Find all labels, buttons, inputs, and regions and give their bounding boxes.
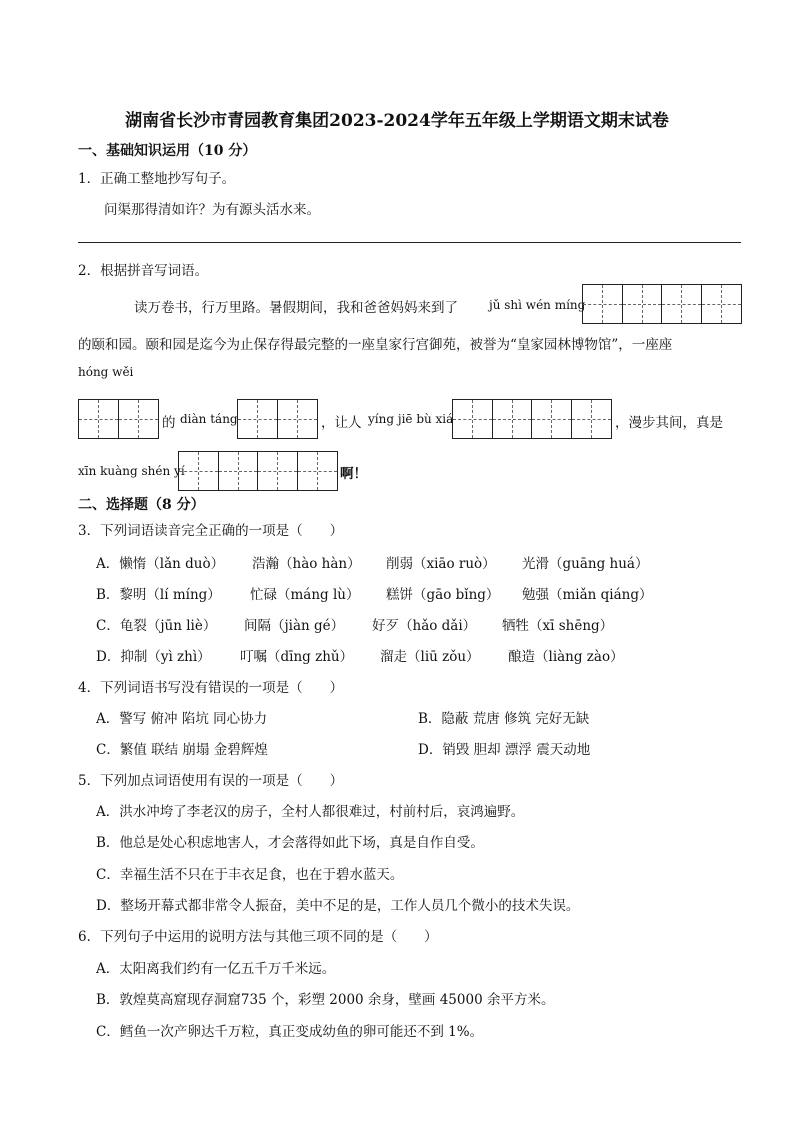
q6-option-b: B．敦煌莫高窟现存洞窟735 个，彩塑 2000 余身，壁画 45000 余平方米。 bbox=[96, 992, 555, 1008]
q2-line2-text: 的颐和园。颐和园是迄今为止保存得最完整的一座皇家行宫御苑，被誉为“皇家园林博物馆”，一座座 bbox=[78, 337, 673, 353]
pinyin-2: hóng wěi bbox=[78, 365, 134, 379]
question-1-label: 1．正确工整地抄写句子。 bbox=[78, 171, 236, 187]
q3-option-d-3: 溜走（liū zǒu） bbox=[380, 649, 480, 665]
q6-option-a: A．太阳离我们约有一亿五千万千米远。 bbox=[96, 961, 336, 977]
q2-line3-text: ，让人 bbox=[321, 415, 362, 431]
pinyin-2-answer-grid[interactable] bbox=[78, 399, 159, 439]
q5-option-b: B．他总是处心积虑地害人，才会落得如此下场，真是自作自受。 bbox=[96, 835, 484, 851]
q5-option-d: D．整场开幕式都非常令人振奋，美中不足的是，工作人员几个微小的技术失误。 bbox=[96, 898, 580, 914]
q4-option-b: B．隐蔽 荒唐 修筑 完好无缺 bbox=[418, 711, 590, 727]
q3-option-c-1: C．龟裂（jūn liè） bbox=[96, 618, 217, 634]
pinyin-1-answer-grid[interactable] bbox=[582, 284, 742, 324]
q5-option-c: C．幸福生活不只在于丰衣足食，也在于碧水蓝天。 bbox=[96, 867, 404, 883]
q4-option-d: D．销毁 胆却 漂浮 震天动地 bbox=[418, 742, 591, 758]
section-heading-2: 二、选择题（8 分） bbox=[78, 497, 205, 513]
q3-option-a-2: 浩瀚（hào hàn） bbox=[252, 556, 361, 572]
pinyin-3: diàn táng bbox=[180, 412, 238, 426]
pinyin-5-answer-grid[interactable] bbox=[178, 451, 338, 491]
q3-option-c-4: 牺牲（xī shēng） bbox=[502, 618, 614, 634]
section-heading-1: 一、基础知识运用（10 分） bbox=[78, 143, 257, 159]
q2-line1-text: 读万卷书，行万里路。暑假期间，我和爸爸妈妈来到了 bbox=[134, 300, 458, 316]
pinyin-5: xīn kuàng shén yí bbox=[78, 464, 185, 478]
q2-line3-de: 的 bbox=[162, 415, 176, 431]
q2-line3-tail: ，漫步其间，真是 bbox=[615, 415, 723, 431]
q3-option-d-1: D．抑制（yì zhì） bbox=[96, 649, 211, 665]
page-title: 湖南省长沙市青园教育集团2023-2024学年五年级上学期语文期末试卷 bbox=[125, 111, 669, 131]
pinyin-4: yíng jiē bù xiá bbox=[368, 412, 454, 426]
q4-option-c: C．繁值 联结 崩塌 金碧辉煌 bbox=[96, 742, 268, 758]
q3-option-c-3: 好歹（hǎo dǎi） bbox=[372, 618, 477, 634]
pinyin-3-answer-grid[interactable] bbox=[237, 399, 318, 439]
answer-line[interactable] bbox=[78, 242, 741, 243]
q3-option-a-4: 光滑（guāng huá） bbox=[522, 556, 649, 572]
question-5-label: 5．下列加点词语使用有误的一项是（ ） bbox=[78, 773, 344, 789]
q3-option-b-3: 糕饼（gāo bǐng） bbox=[386, 587, 500, 603]
q3-option-b-2: 忙碌（máng lù） bbox=[250, 587, 360, 603]
q3-option-a-1: A．懒惰（lǎn duò） bbox=[96, 556, 225, 572]
pinyin-4-answer-grid[interactable] bbox=[452, 399, 612, 439]
q4-option-a: A．警写 俯冲 陷坑 同心协力 bbox=[96, 711, 268, 727]
q3-option-c-2: 间隔（jiàn gé） bbox=[244, 618, 345, 634]
q3-option-b-4: 勉强（miǎn qiáng） bbox=[522, 587, 653, 603]
pinyin-1: jǔ shì wén míng bbox=[489, 298, 586, 312]
q3-option-d-4: 酿造（liàng zào） bbox=[508, 649, 624, 665]
question-1-sentence: 问渠那得清如许？为有源头活水来。 bbox=[104, 202, 320, 218]
q3-option-d-2: 叮嘱（dīng zhǔ） bbox=[240, 649, 354, 665]
question-2-label: 2．根据拼音写词语。 bbox=[78, 263, 209, 279]
q6-option-c: C．鳕鱼一次产卵达千万粒，真正变成幼鱼的卵可能还不到 1%。 bbox=[96, 1024, 484, 1040]
q3-option-b-1: B．黎明（lí míng） bbox=[96, 587, 221, 603]
q2-line4-end: 啊！ bbox=[340, 466, 367, 482]
question-6-label: 6．下列句子中运用的说明方法与其他三项不同的是（ ） bbox=[78, 929, 438, 945]
q5-option-a: A．洪水冲垮了李老汉的房子，全村人都很难过，村前村后，哀鸿遍野。 bbox=[96, 804, 525, 820]
question-4-label: 4．下列词语书写没有错误的一项是（ ） bbox=[78, 680, 344, 696]
question-3-label: 3．下列词语读音完全正确的一项是（ ） bbox=[78, 523, 344, 539]
q3-option-a-3: 削弱（xiāo ruò） bbox=[386, 556, 496, 572]
